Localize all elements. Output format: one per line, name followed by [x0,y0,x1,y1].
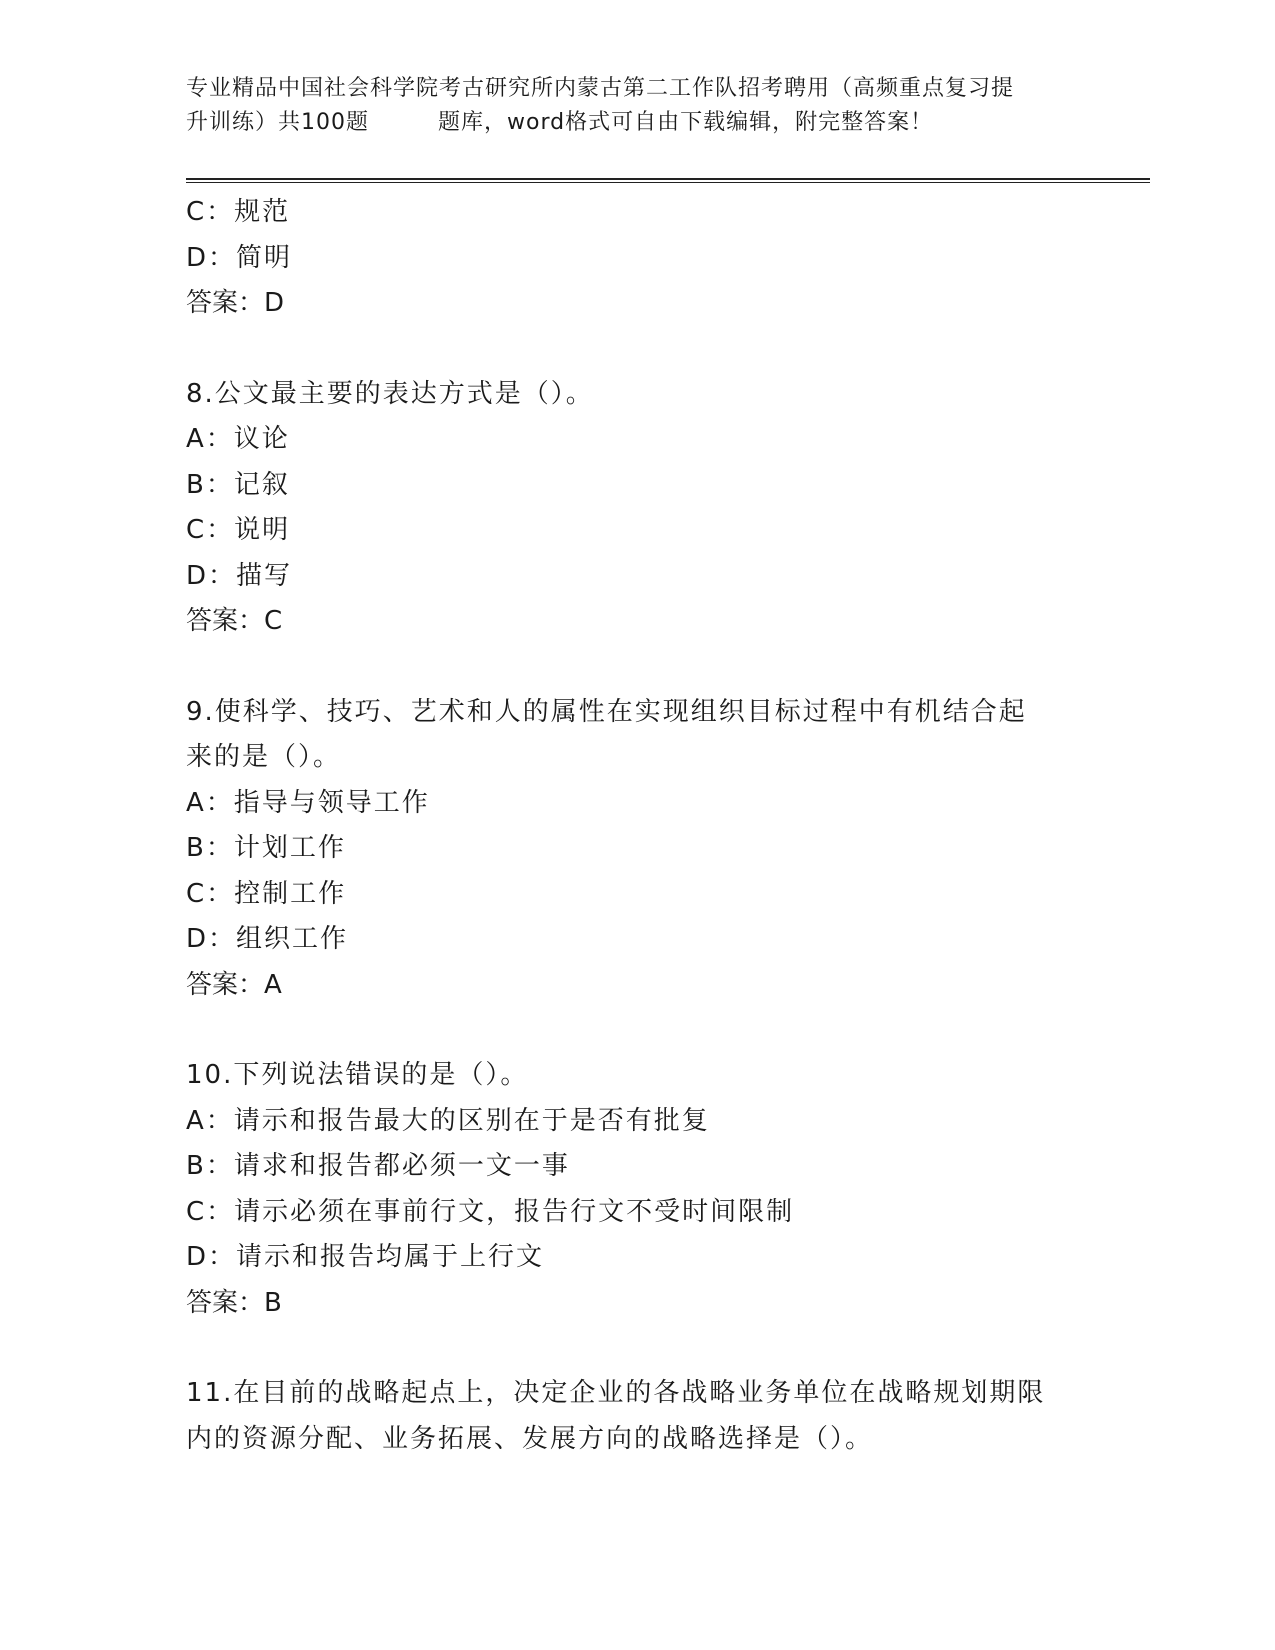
option-c: C：说明 [186,515,291,545]
option-d: D：描写 [186,560,293,591]
option-c: C：规范 [186,197,291,227]
page-header [186,72,1086,140]
option-a: A：请示和报告最大的区别在于是否有批复 [186,1105,710,1136]
question-9 [186,690,1086,1009]
answer: 答案：D [186,288,285,318]
option-d: D：简明 [186,242,293,273]
option-c: C：控制工作 [186,878,347,909]
question-11 [186,1371,1086,1462]
header-line-2: 升训练）共100题 题库，word格式可自由下载编辑，附完整答案！ [186,110,934,135]
header-line-1: 专业精品中国社会科学院考古研究所内蒙古第二工作队招考聘用（高频重点复习提 [186,76,1015,101]
answer: 答案：C [186,606,283,636]
question-8 [186,372,1086,645]
header-divider [186,178,1150,183]
answer: 答案：B [186,1287,282,1318]
question-stem-line-2: 来的是（）。 [186,742,342,772]
option-a: A：指导与领导工作 [186,787,430,818]
question-list [186,190,1086,1462]
answer: 答案：A [186,969,282,1000]
option-c: C：请示必须在事前行文，报告行文不受时间限制 [186,1196,795,1227]
question-stem-line-1: 9.使科学、技巧、艺术和人的属性在实现组织目标过程中有机结合起 [186,696,1027,727]
question-7-tail [186,190,1086,327]
question-stem-line-2: 内的资源分配、业务拓展、发展方向的战略选择是（）。 [186,1423,874,1454]
option-b: B：计划工作 [186,833,346,863]
option-d: D：组织工作 [186,924,349,954]
option-a: A：议论 [186,424,290,454]
question-stem: 10.下列说法错误的是（）。 [186,1060,529,1090]
option-b: B：记叙 [186,469,290,500]
option-b: B：请求和报告都必须一文一事 [186,1151,570,1181]
question-stem: 8.公文最主要的表达方式是（）。 [186,378,594,409]
option-d: D：请示和报告均属于上行文 [186,1242,545,1272]
question-10 [186,1053,1086,1326]
question-stem-line-1: 11.在目前的战略起点上，决定企业的各战略业务单位在战略规划期限 [186,1378,1046,1408]
